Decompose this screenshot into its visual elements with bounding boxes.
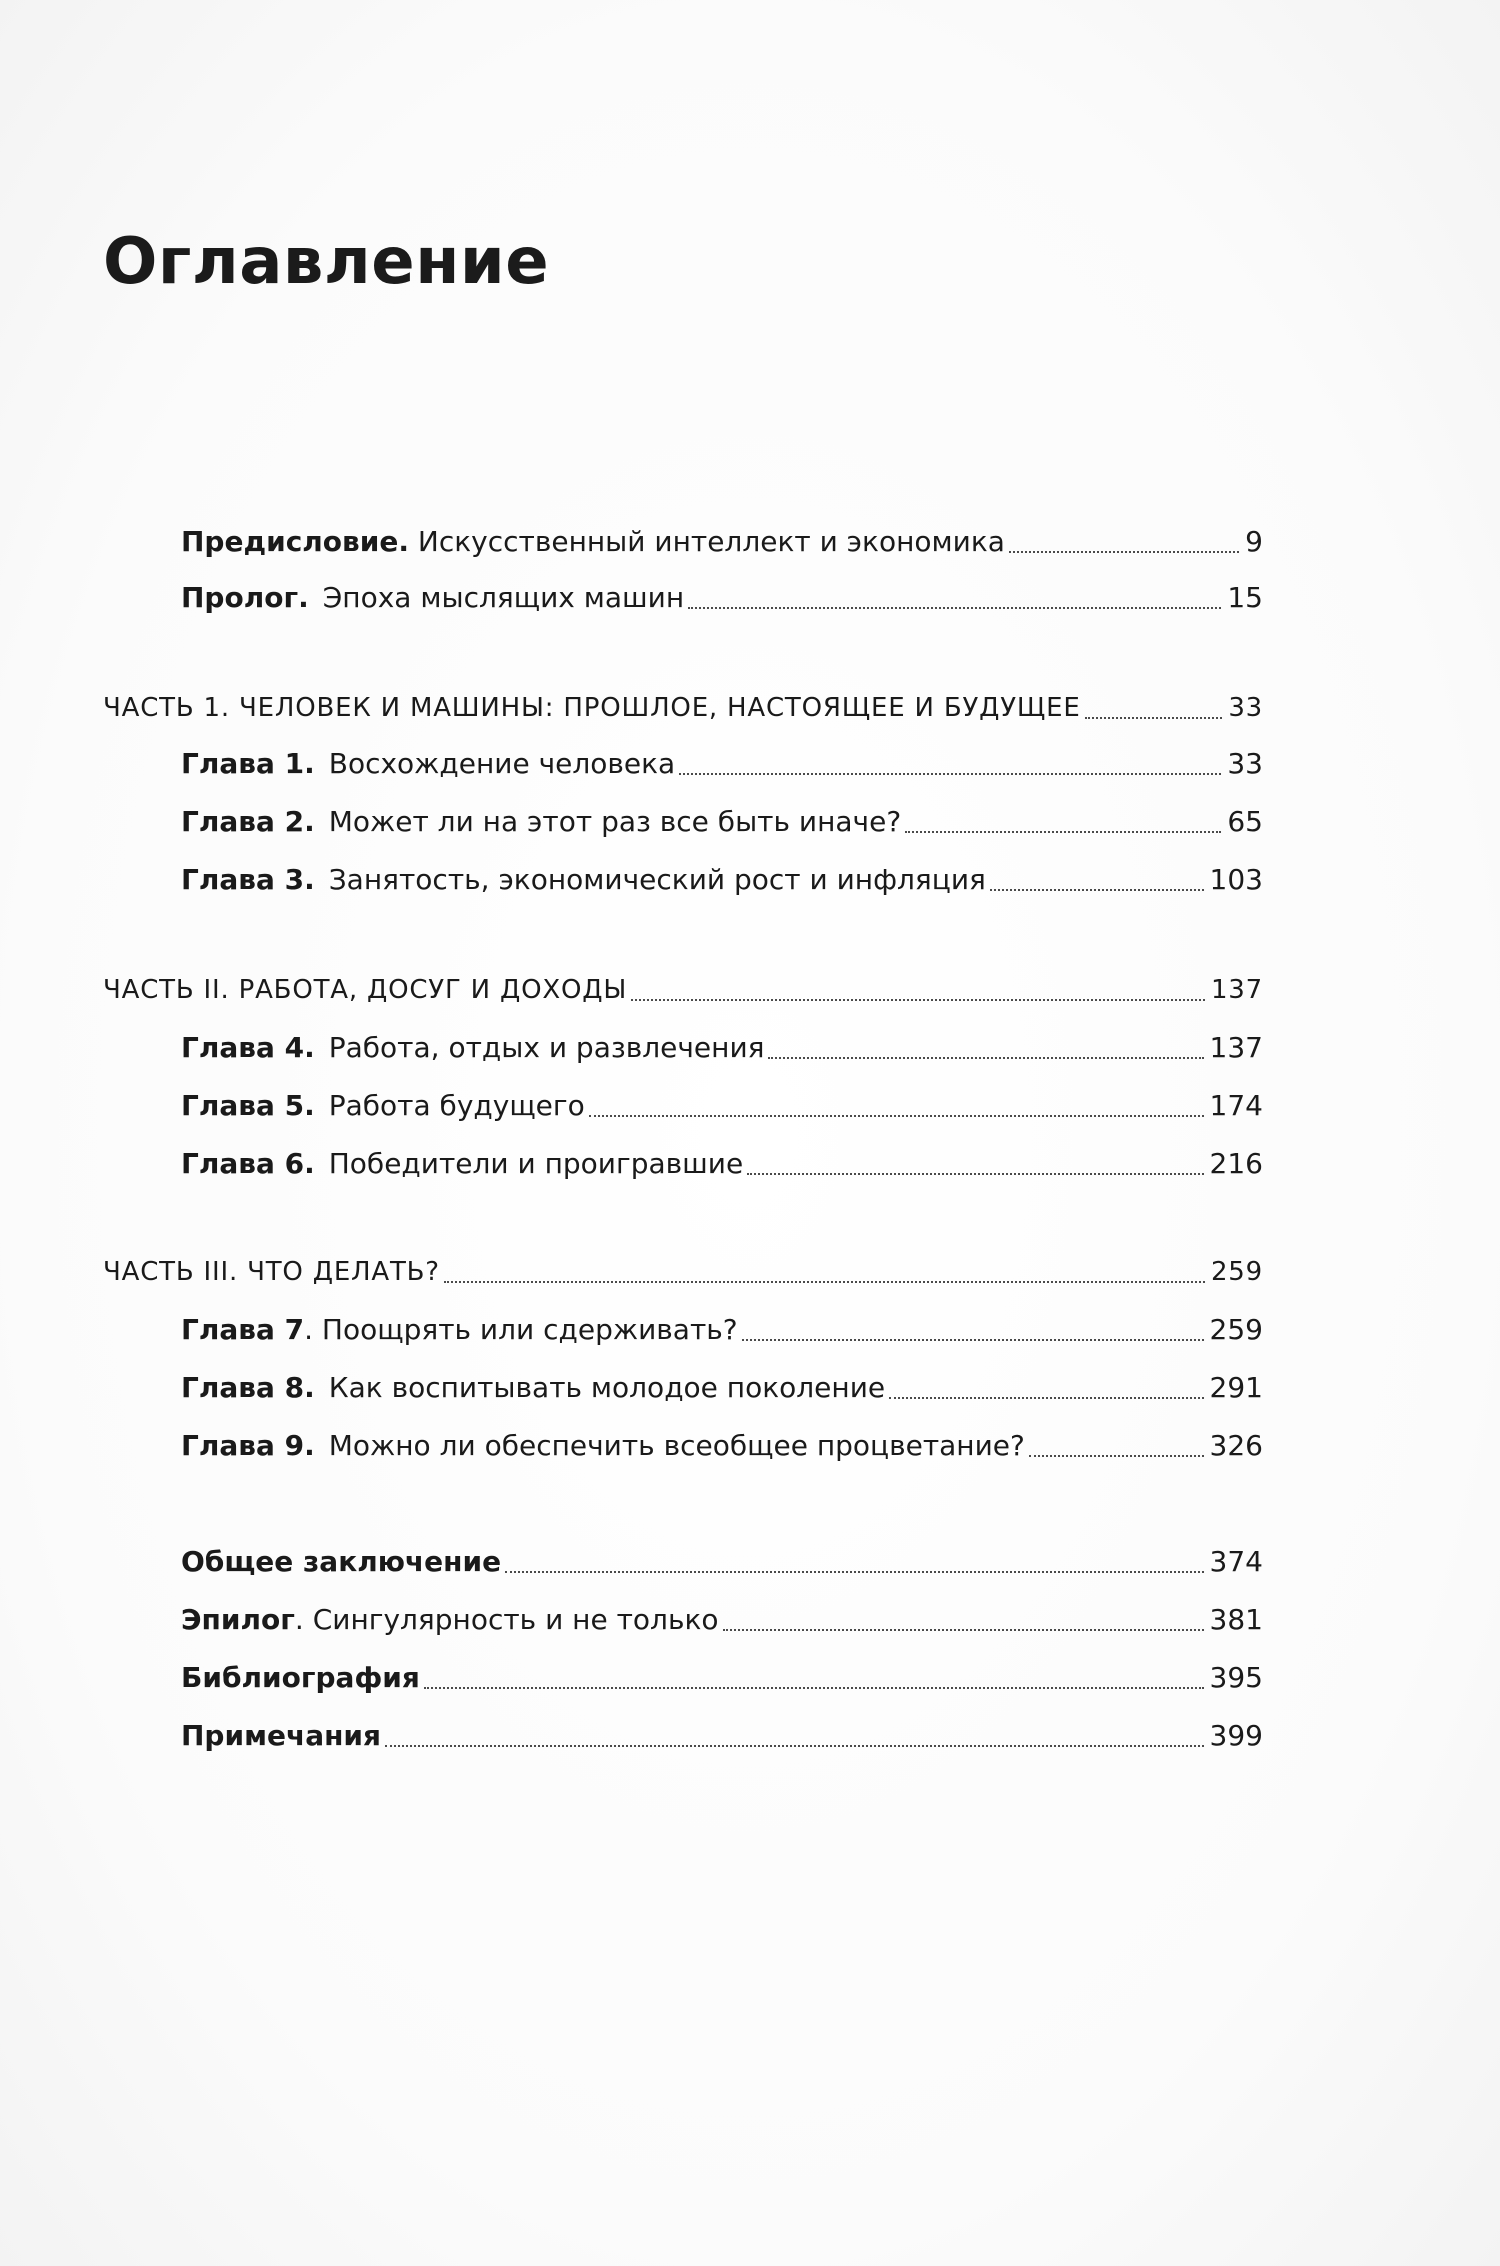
toc-entry-chapter-1[interactable] [181,742,1263,786]
toc-entry-bibliography[interactable] [181,1656,1263,1700]
toc-entry-prefix: Глава 4. [181,1031,315,1064]
toc-entry-page: 9 [1245,525,1263,558]
leader-dots [742,1339,1204,1341]
leader-dots [723,1629,1204,1631]
leader-dots [424,1687,1204,1689]
toc-entry-text: Как воспитывать молодое поколение [328,1371,886,1404]
leader-dots [1085,717,1223,719]
toc-entry-text: Может ли на этот раз все быть иначе? [328,805,902,838]
leader-dots [631,999,1205,1001]
toc-entry-part-2[interactable] [103,968,1263,1012]
toc-entry-prefix: Глава 7 [181,1313,305,1346]
toc-entry-text: Искусственный интеллект и экономика [417,525,1005,558]
toc-entry-page: 381 [1209,1603,1263,1636]
toc-entry-prefix: Глава 9. [181,1429,315,1462]
leader-dots [679,773,1221,775]
toc-entry-prefix: Пролог. [181,581,309,614]
toc-entry-label [181,1142,743,1186]
toc-entry-page: 395 [1209,1661,1263,1694]
toc-entry-prefix: Эпилог [181,1603,295,1636]
toc-entry-label [181,1308,738,1352]
toc-entry-page: 259 [1209,1313,1263,1346]
toc-entry-prefix: Предисловие. [181,525,410,558]
toc-entry-label [181,576,684,620]
toc-entry-label [181,1714,381,1758]
toc-entry-label [181,742,675,786]
toc-entry-page: 216 [1209,1147,1263,1180]
leader-dots [747,1173,1203,1175]
toc-entry-prefix: Глава 3. [181,863,315,896]
toc-entry-chapter-8[interactable] [181,1366,1263,1410]
toc-entry-page: 174 [1209,1089,1263,1122]
toc-entry-label [181,1366,885,1410]
toc-entry-text: Занятость, экономический рост и инфляция [328,863,986,896]
toc-entry-text: Работа будущего [328,1089,585,1122]
toc-entry-page: 33 [1227,747,1263,780]
leader-dots [385,1745,1204,1747]
toc-entry-prefix: Глава 6. [181,1147,315,1180]
toc-entry-label: ЧАСТЬ III. ЧТО ДЕЛАТЬ? [103,1257,440,1287]
toc-entry-prefix: Глава 5. [181,1089,315,1122]
leader-dots [768,1057,1203,1059]
toc-entry-chapter-9[interactable] [181,1424,1263,1468]
toc-entry-label [181,520,1005,564]
toc-entry-text: Победители и проигравшие [328,1147,744,1180]
toc-entry-part-3[interactable] [103,1250,1263,1294]
toc-entry-page: 137 [1210,975,1263,1005]
toc-entry-page: 103 [1209,863,1263,896]
leader-dots [589,1115,1204,1117]
leader-dots [905,831,1221,833]
leader-dots [990,889,1204,891]
toc-entry-text: Восхождение человека [328,747,676,780]
page-title: Оглавление [103,225,550,299]
toc-entry-prefix: Глава 8. [181,1371,315,1404]
toc-entry-chapter-2[interactable] [181,800,1263,844]
leader-dots [688,607,1221,609]
toc-entry-page: 15 [1227,581,1263,614]
toc-entry-label [181,800,901,844]
toc-entry-text: Можно ли обеспечить всеобщее процветание? [328,1429,1025,1462]
toc-entry-label [181,1424,1025,1468]
toc-entry-text: Эпоха мыслящих машин [322,581,685,614]
toc-entry-label: ЧАСТЬ II. РАБОТА, ДОСУГ И ДОХОДЫ [103,975,628,1005]
toc-entry-chapter-4[interactable] [181,1026,1263,1070]
toc-entry-notes[interactable] [181,1714,1263,1758]
toc-entry-chapter-7[interactable] [181,1308,1263,1352]
toc-entry-label [181,1598,719,1642]
toc-entry-label [181,858,986,902]
toc-entry-label [181,1656,420,1700]
toc-entry-page: 65 [1227,805,1263,838]
toc-entry-page: 374 [1209,1545,1263,1578]
toc-entry-page: 33 [1228,693,1263,723]
toc-entry-label: ЧАСТЬ 1. ЧЕЛОВЕК И МАШИНЫ: ПРОШЛОЕ, НАСТОЯЩЕЕ И БУДУЩЕЕ [103,693,1081,723]
leader-dots [1029,1455,1204,1457]
toc-entry-label [181,1084,585,1128]
toc-entry-page: 137 [1209,1031,1263,1064]
toc-entry-page: 326 [1209,1429,1263,1462]
toc-entry-text: . Сингулярность и не только [294,1603,719,1636]
toc-entry-chapter-3[interactable] [181,858,1263,902]
toc-entry-conclusion[interactable] [181,1540,1263,1584]
toc-entry-part-1[interactable] [103,686,1263,730]
toc-entry-text: . Поощрять или сдерживать? [304,1313,738,1346]
toc-entry-prefix: Библиография [181,1661,420,1694]
toc-entry-page: 399 [1209,1719,1263,1752]
toc-entry-prefix: Примечания [181,1719,382,1752]
leader-dots [444,1281,1205,1283]
toc-entry-chapter-5[interactable] [181,1084,1263,1128]
leader-dots [1009,551,1239,553]
toc-entry-text: Работа, отдых и развлечения [328,1031,765,1064]
toc-entry-page: 291 [1209,1371,1263,1404]
toc-entry-label [181,1026,764,1070]
toc-entry-epilogue[interactable] [181,1598,1263,1642]
toc-entry-page: 259 [1210,1257,1263,1287]
toc-entry-prologue[interactable] [181,576,1263,620]
leader-dots [505,1571,1203,1573]
toc-entry-prefix: Общее заключение [181,1545,502,1578]
leader-dots [889,1397,1203,1399]
toc-entry-prefix: Глава 1. [181,747,315,780]
toc-entry-prefix: Глава 2. [181,805,315,838]
toc-entry-label [181,1540,501,1584]
toc-entry-chapter-6[interactable] [181,1142,1263,1186]
toc-entry-preface[interactable] [181,520,1263,564]
